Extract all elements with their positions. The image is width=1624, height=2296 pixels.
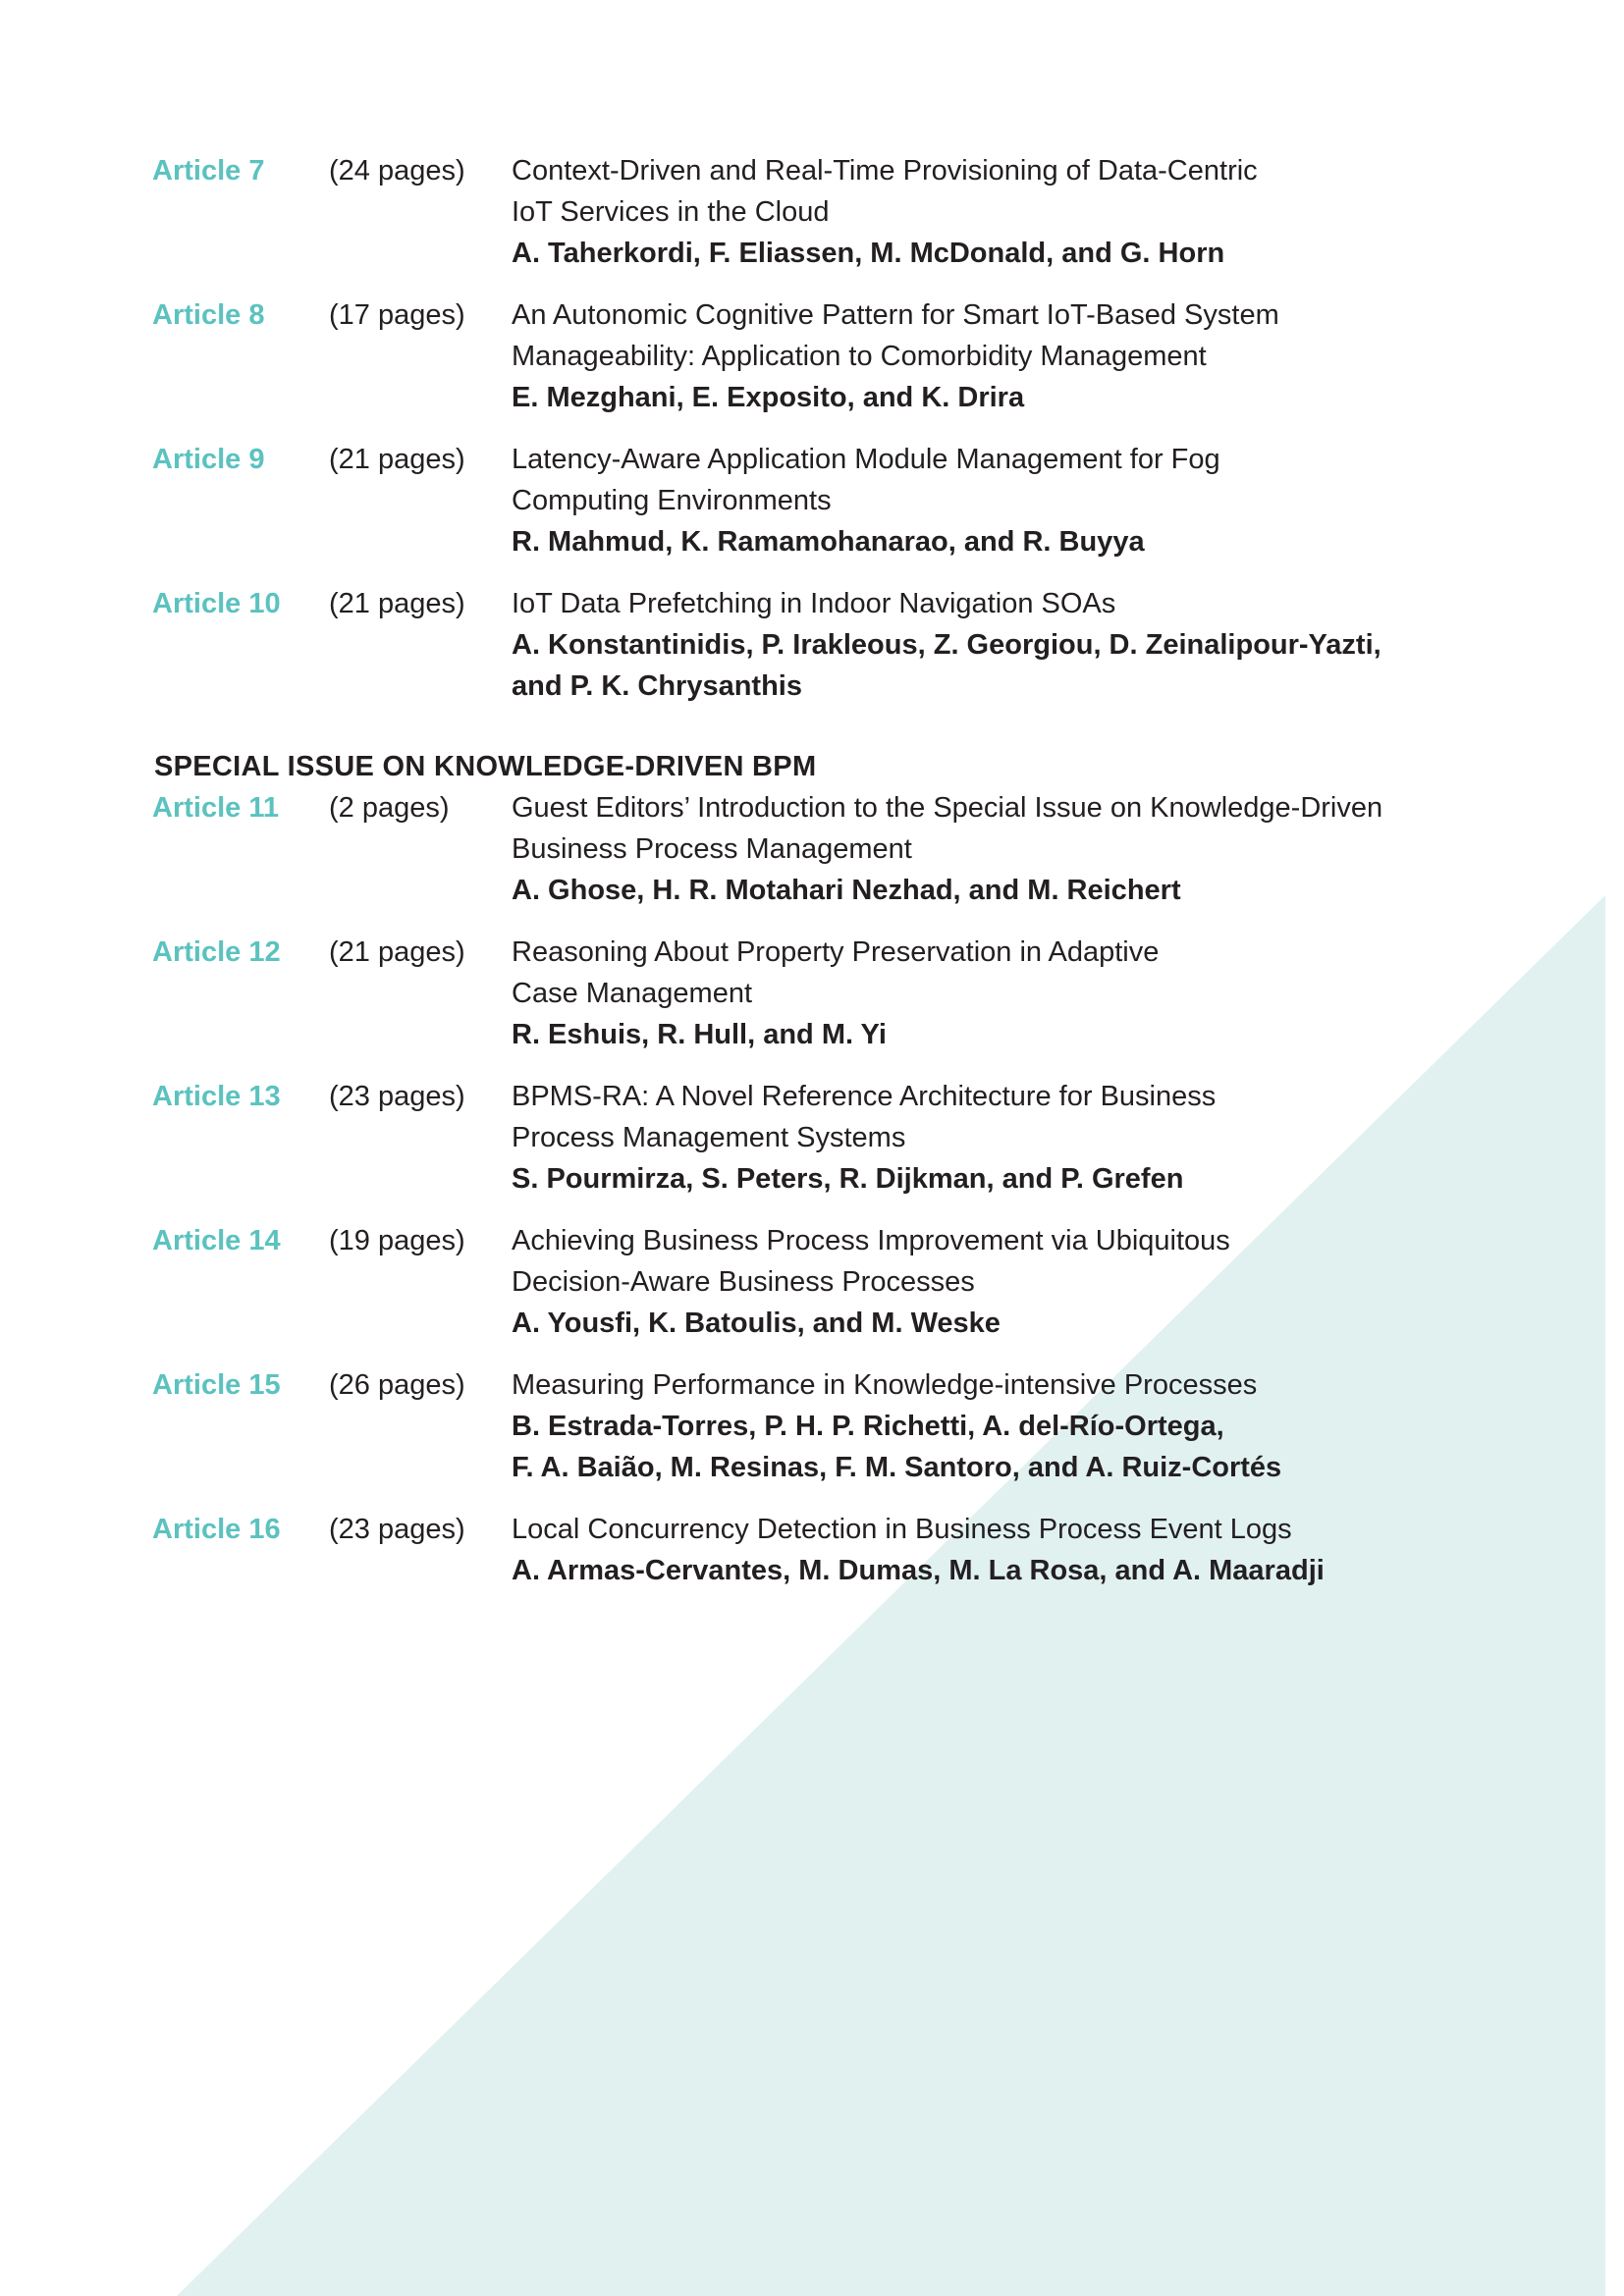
article-title-line: IoT Data Prefetching in Indoor Navigation SOAs	[512, 588, 1116, 619]
article-pages: (17 pages)	[329, 299, 465, 331]
article-label: Article 13	[152, 1081, 281, 1112]
article-title-line: Business Process Management	[512, 833, 912, 865]
article-pages: (21 pages)	[329, 936, 465, 968]
article-authors-line: A. Ghose, H. R. Motahari Nezhad, and M. Reichert	[512, 875, 1181, 906]
article-label: Article 8	[152, 299, 265, 331]
article-label: Article 12	[152, 936, 281, 968]
article-authors-line: A. Konstantinidis, P. Irakleous, Z. Georgiou, D. Zeinalipour-Yazti,	[512, 629, 1381, 661]
article-body	[512, 150, 1474, 274]
article-label: Article 15	[152, 1369, 281, 1401]
article-title-line: Context-Driven and Real-Time Provisioning of Data-Centric	[512, 155, 1258, 187]
article-authors-line: and P. K. Chrysanthis	[512, 670, 802, 702]
article-authors-line: B. Estrada-Torres, P. H. P. Richetti, A. del-Río-Ortega,	[512, 1411, 1224, 1442]
article-authors-line: S. Pourmirza, S. Peters, R. Dijkman, and P. Grefen	[512, 1163, 1184, 1195]
article-pages: (26 pages)	[329, 1369, 465, 1401]
article-body	[512, 1076, 1474, 1200]
article-body	[512, 583, 1474, 707]
article-authors-line: E. Mezghani, E. Exposito, and K. Drira	[512, 382, 1025, 413]
article-title-line: BPMS-RA: A Novel Reference Architecture for Business	[512, 1081, 1217, 1112]
article-label: Article 11	[152, 792, 279, 824]
article-title-line: Guest Editors’ Introduction to the Special Issue on Knowledge-Driven	[512, 792, 1383, 824]
article-body	[512, 439, 1474, 562]
article-authors-line: R. Mahmud, K. Ramamohanarao, and R. Buyya	[512, 526, 1145, 558]
article-label: Article 9	[152, 444, 265, 475]
section-heading: SPECIAL ISSUE ON KNOWLEDGE-DRIVEN BPM	[154, 751, 817, 782]
article-title-line: Process Management Systems	[512, 1122, 906, 1153]
article-label: Article 10	[152, 588, 281, 619]
article-title-line: Manageability: Application to Comorbidity Management	[512, 341, 1207, 372]
article-body	[512, 932, 1474, 1055]
article-authors-line: A. Taherkordi, F. Eliassen, M. McDonald, and G. Horn	[512, 238, 1225, 269]
article-title-line: Computing Environments	[512, 485, 832, 516]
article-authors-line: R. Eshuis, R. Hull, and M. Yi	[512, 1019, 887, 1050]
article-title-line: Latency-Aware Application Module Management for Fog	[512, 444, 1220, 475]
article-pages: (23 pages)	[329, 1081, 465, 1112]
article-label: Article 7	[152, 155, 265, 187]
article-body	[512, 1364, 1474, 1488]
article-pages: (21 pages)	[329, 444, 465, 475]
article-title-line: Measuring Performance in Knowledge-intensive Processes	[512, 1369, 1258, 1401]
article-body	[512, 294, 1474, 418]
article-authors-line: F. A. Baião, M. Resinas, F. M. Santoro, and A. Ruiz-Cortés	[512, 1452, 1282, 1483]
article-authors-line: A. Armas-Cervantes, M. Dumas, M. La Rosa, and A. Maaradji	[512, 1555, 1325, 1586]
article-pages: (19 pages)	[329, 1225, 465, 1256]
article-pages: (23 pages)	[329, 1514, 465, 1545]
article-title-line: IoT Services in the Cloud	[512, 196, 830, 228]
article-body	[512, 787, 1474, 911]
article-pages: (2 pages)	[329, 792, 450, 824]
article-authors-line: A. Yousfi, K. Batoulis, and M. Weske	[512, 1308, 1001, 1339]
article-title-line: An Autonomic Cognitive Pattern for Smart IoT-Based System	[512, 299, 1279, 331]
article-title-line: Achieving Business Process Improvement via Ubiquitous	[512, 1225, 1230, 1256]
article-pages: (21 pages)	[329, 588, 465, 619]
article-body	[512, 1220, 1474, 1344]
article-title-line: Local Concurrency Detection in Business Process Event Logs	[512, 1514, 1292, 1545]
article-label: Article 14	[152, 1225, 281, 1256]
article-title-line: Reasoning About Property Preservation in Adaptive	[512, 936, 1160, 968]
article-title-line: Decision-Aware Business Processes	[512, 1266, 975, 1298]
article-pages: (24 pages)	[329, 155, 465, 187]
article-title-line: Case Management	[512, 978, 753, 1009]
article-body	[512, 1509, 1474, 1591]
article-label: Article 16	[152, 1514, 281, 1545]
